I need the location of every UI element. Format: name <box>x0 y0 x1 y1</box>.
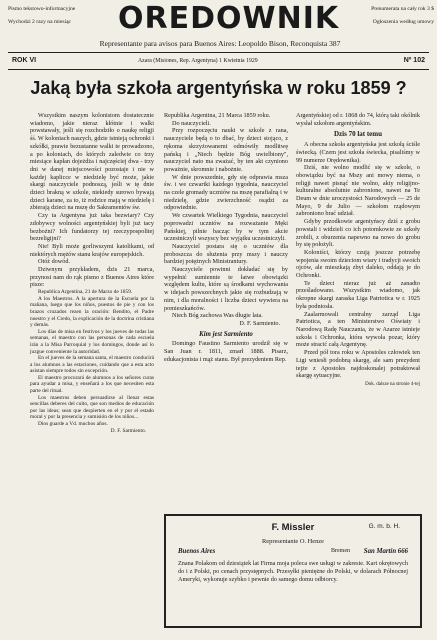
paragraph: Los maestros deben persuadirse al llenar estas sencillas deberes del culto, que son medios de educación por las ideas; sean que despierten en el y por el estado moral y por la presencia y sumisión de los niños... <box>30 394 154 421</box>
paragraph: Republika Argentina, 21 Marca 1859 roku. <box>164 112 271 119</box>
ad-city-left: Buenos Aires <box>178 548 216 555</box>
ad-text: Znana Polakom od dziesiątek lat Firma moja poleca swe usługi w zakresie. Kart okrętowych do i z Polski, po cenach przystępnych. Przesyłki pieniężne do Polski, w dolarach Północnej Ameryki, wykonuje szybko i pewnie do samego domu odbiorcy. <box>178 560 408 583</box>
paragraph: Przed pół tora roku w Apostoles człowiek ten Ligi wniesłi podobną skargę, ale sam prezydent tejże z Apostoles najdoskonalej potraktował skargę sytuacyjne. <box>296 349 420 380</box>
paragraph: Domingo Faustino Sarmiento urodził się w San Juan r. 1811, zmarł 1888. Pisarz, edukacjonista i mąż stanu. Był prezydentem Rep. <box>164 340 288 363</box>
signature: D. F. Sarmiento. <box>110 427 146 434</box>
paragraph: Te dzieci nieraz już aż zanadto prześladowano. Wszystkim wiadomo, jak okropne skargi zaraska Liga Patriotica w r. 1925 była podniosła. <box>296 279 420 310</box>
paragraph: Koloniści, którzy czują jeszcze potrzebę wpojenia swoim dzieciom wiary i tradycji swoich ojców, ale mieszkają zbyt daleko, oddają je do Ochronki. <box>296 248 420 280</box>
paragraph: Do nauczycieli. <box>172 119 211 127</box>
paragraph: We czwartek Wielkiego Tygodnia, nauczyciel poprowadzi uczniów na rozważanie Męki Pańskiej, pilnie bacząc by w tym akcie uczestniczyli wszyscy bez wyjątku uczestniczyli. <box>164 212 288 243</box>
ad-city-mid: Bremen <box>331 548 350 554</box>
paragraph: Dziwnym przykładem, dzis 21 marca, przynosi nam do rąk pismo z Buenos Aires które pisze: <box>30 266 154 289</box>
paragraph: Przy rozpoczęciu nauki w szkole z rana, nauczyciele będą o to dbać, by dzieci stojąco, z rękoma skrzyżowanemi odmówiły modlitwę pańską i „Niech będzie Bóg uwielbiony", nauczyciel nato ma zważać, by ten akt czyniono poważnie, skromnie i nabożnie. <box>164 127 288 173</box>
masthead-left-line2: Wychodzi 2 razy na miesiąc <box>8 19 72 25</box>
bottom-rule <box>8 69 429 70</box>
column-3 <box>296 112 420 389</box>
spanish-circular <box>30 289 154 434</box>
ad-representative: Representante O. Henze <box>262 538 324 545</box>
paragraph: Otóż dowód. <box>38 258 70 266</box>
paragraph: Nauczyciel postara się o uczniów dla proboszcza do służenia przy mszy i nauczy bardziej potężnych Ministrantury. <box>164 242 288 266</box>
top-rule <box>8 52 429 53</box>
paragraph: El maestro procurará de alumnos a los señores curas para ayudar a misa, y enseñará a los que necesiten esta parte del ritual. <box>30 374 154 395</box>
paragraph: Los días de misa en festivos y los jueves de todas las semanas, el maestro con las personas de cada escuela irán a la Misa Parroquial y los domingos, donde así lo juzgue conveniente la autoridad. <box>30 328 154 355</box>
paragraph: En el jueves de la semana santa, el maestro conducirá a los alumnos a las estaciones, cuidando que a esta acto asistan siempre todos sin excepción. <box>30 355 154 375</box>
paragraph: Dios guarde a Vd. muchos años. <box>38 421 108 428</box>
ad-address: San Martín 666 <box>363 548 408 555</box>
column-1 <box>30 112 154 434</box>
paragraph: Gdyby przodkowie argentyńscy dziś z grobu powstali i widzieli co ich potomkowie ze szkoły zrobili, z oburzenia napewno na nowo do grobu by się położyli. <box>296 218 420 249</box>
year-label: ROK VI <box>12 57 37 64</box>
paragraph: Czy ta Argentyna już taka bezwiary? Czy zdobywcy wolności argentyńskiej byli już tacy bezbożni? Ich fundatorzy tej rzeczypospolitej bezreligijni? <box>30 212 154 243</box>
paragraph: Dziś, nie wolno modlić się w szkole, o obowiązku być na Mszy ani mowy niema, o religji nawet pisnąć nie wolno, akty religijno-kulturalne absolutnie zabronione, nawet na Te Deum w dnie uroczystości Narodowych — 25 de Mayo, 9 de Julio — szkołom rządowym zabroniono brać udział. <box>296 164 420 218</box>
masthead-left-info <box>8 6 118 26</box>
masthead-right-line2: Ogłoszenia według umowy <box>372 19 434 25</box>
masthead-right-line1: Prenumerata na cały rok 3 $ <box>371 6 434 12</box>
column-2 <box>164 112 288 364</box>
address-date: Azara (Misiones, Rep. Argentyna) 1 Kwietnia 1929 <box>138 58 258 64</box>
paragraph: Nauczyciele powinni dokładać się by wypełnić sumiennie te łatwe obowiązki względem kultu, które są środkami wychowania w idejach powszechnych jakie się rozbudzają w nim, i dla moralności i liczba dzieci wywiera na pomieszkańców. <box>164 266 288 312</box>
continued-note: Dok. dalsze na stronie 4-tej <box>365 381 420 387</box>
info-bar <box>8 54 429 68</box>
paragraph: W dnie powszednie, gdy się odprawia msza św. i we czwartki każdego tygodnia, nauczyciel na czele gromady uczniów na mszę parafialną i w niedzielę, gdzie zwierzchność osądzi za odpowiednie. <box>164 173 288 212</box>
masthead-right-info <box>322 6 434 26</box>
paragraph: A obecna szkoła argentyńska jest szkołą ściśle świecką. (Czem jest szkoła świecka, pisaliśmy w 99 numerze Orędownika). <box>296 141 420 164</box>
ad-company-name: F. Missler <box>271 522 315 533</box>
section-heading: Kim jest Sarmiento <box>199 330 253 338</box>
ad-company-suffix: G. m. b. H. <box>368 523 400 530</box>
masthead-left-line1: Pismo tekstowo-informacyjne <box>8 6 76 12</box>
issue-number: Nº 102 <box>403 57 425 64</box>
paragraph: Wszystkim naszym kolonistom dostatecznie wiadomo, jakie nieraz kłótnie i walki powstawały, jeśli się rozchodziło o naukę religji śś. W koloniach naszych, gdzie istnieją ochronki i szkółki, prawie bezustanne walki te prowadzono, a po koloniach, do których zaledwie co trzy miesiące kapłan dojeżdża i najczęściej dwa - trzy dni w danej miejscowości pozostaje i nie w każdej kaplicce w niedzielę być może, jakie skargi nauczyciele podnoszą, jeśli w tę dnie dzieci brakną w szkole, niekiedy surowo bywają dzieci karane, za to, iż rodzice mają w niedzielę i zbierają dzieci na mszę do Sakramentów św. <box>30 112 154 212</box>
signature: D. F. Sarmiento. <box>239 319 280 327</box>
headline: Jaką była szkoła argentyńska w roku 1859 ? <box>30 78 407 98</box>
paragraph: Argentyńskiej od r. 1868 do 74, którą taki okólnik wysłał szkołom argentyńskim. <box>296 112 420 127</box>
representative-line: Representante para avisos para Buenos Aires: Leopoldo Bison, Reconquista 387 <box>99 39 341 48</box>
paragraph: A los Maestros. A la apertura de la Escuela por la mañana, luego que los niños, puestos de pie y con los brazos cruzados rezen la oración: Bendito, el Padre nuestro y el Credo, la explicación de la doctrina cristiana y demás. <box>30 295 154 329</box>
section-heading: Dzis 70 lat temu <box>333 130 383 139</box>
paragraph: Republica Argentina, 21 de Marzo de 1859. <box>38 289 133 296</box>
paragraph: Nie! Byli może gorliwszymi katolikami, od niektórych mężów stanu krajów europejskich. <box>30 242 154 258</box>
advertisement-box <box>164 514 422 628</box>
paragraph: Zaalarmowali centralny zarząd Liga Patriotica, a ten Ministerstwo Oświaty i Narodową Radę Nauczania, że w Azarze istnieje szkoła i Ochronka, która wywoła pozar, który może stracić całą Argentynę. <box>296 310 420 349</box>
masthead-title: OREDOWNIK <box>118 1 340 36</box>
paragraph: Niech Bóg zachowa Was długie lata. <box>172 312 263 320</box>
